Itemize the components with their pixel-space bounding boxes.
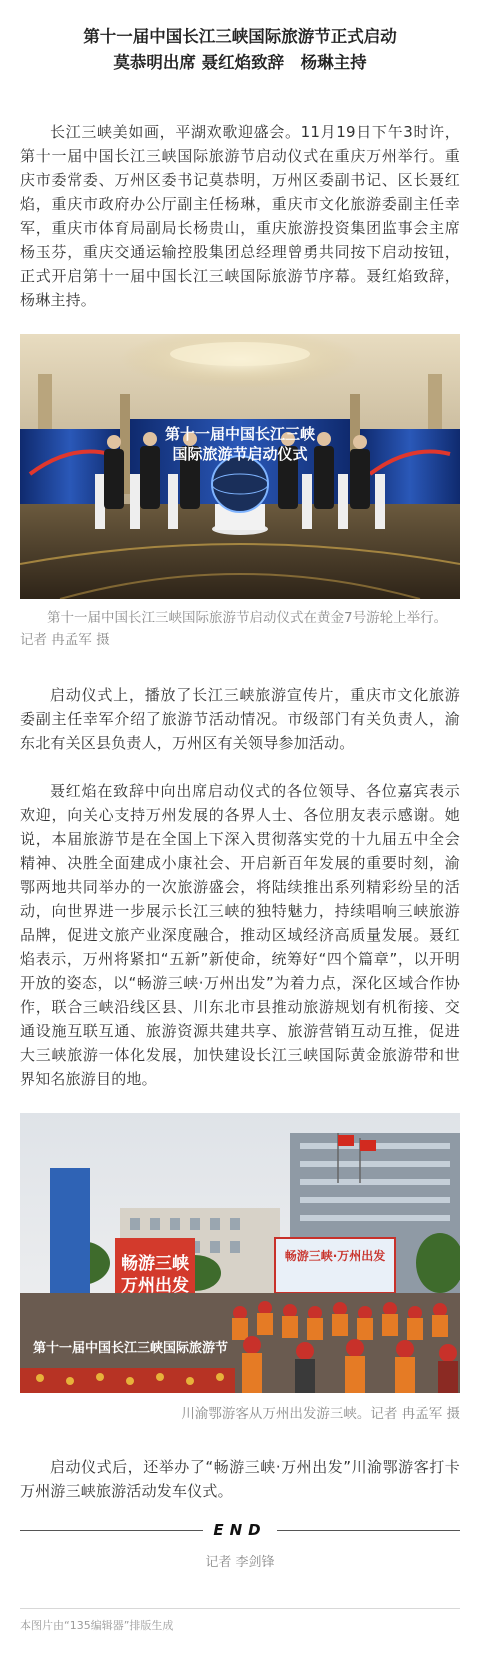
- festival-banner: 第十一届中国长江三峡国际旅游节: [32, 1341, 228, 1356]
- departure-ceremony-photo: [20, 1113, 460, 1393]
- paragraph-4: 启动仪式后，还举办了“畅游三峡·万州出发”川渝鄂游客打卡万州游三峡旅游活动发车仪式。: [20, 1458, 460, 1500]
- red-sign-text: 畅游三峡 万州出发: [121, 1254, 189, 1296]
- ceremony-screen-text: [130, 424, 350, 464]
- article-title: 第十一届中国长江三峡国际旅游节正式启动: [83, 27, 397, 46]
- title-block: [20, 0, 460, 76]
- board-text: 畅游三峡·万州出发: [284, 1249, 386, 1263]
- end-line-left: [20, 1530, 203, 1531]
- photo2-caption: 川渝鄂游客从万州出发游三峡。记者 冉孟军 摄: [181, 1406, 460, 1422]
- article-subtitle: 莫恭明出席 聂红焰致辞 杨琳主持: [113, 53, 367, 72]
- end-line-right: [277, 1530, 460, 1531]
- end-mark: END: [213, 1521, 267, 1539]
- editor-footer: 本图片由“135编辑器”排版生成: [20, 1619, 174, 1632]
- photo1-caption: 第十一届中国长江三峡国际旅游节启动仪式在黄金7号游轮上举行。记者 冉孟军 摄: [20, 610, 448, 648]
- screen-line-2: 国际旅游节启动仪式: [172, 445, 308, 463]
- screen-line-1: 第十一届中国长江三峡: [164, 425, 315, 443]
- paragraph-1: 长江三峡美如画，平湖欢歌迎盛会。11月19日下午3时许，第十一届中国长江三峡国际旅游节启动仪式在重庆万州举行。重庆市委常委、万州区委书记莫恭明，万州区委副书记、区长聂红焰，重庆市政府办公厅副主任杨琳，重庆市文化旅游委副主任幸军，重庆市体育局副局长杨贵山，重庆旅游投资集团监事会主席杨玉芬，重庆交通运输控股集团总经理曾勇共同按下启动按钮，正式开启第十一届中国长江三峡国际旅游节序幕。聂红焰致辞，杨琳主持。: [20, 123, 460, 309]
- paragraph-3: 聂红焰在致辞中向出席启动仪式的各位领导、各位嘉宾表示欢迎，向关心支持万州发展的各界人士、各位朋友表示感谢。她说，本届旅游节是在全国上下深入贯彻落实党的十九届五中全会精神、决胜全面建成小康社会、开启新百年发展的重要时刻，渝鄂两地共同举办的一次旅游盛会，将陆续推出系列精彩纷呈的活动，向世界进一步展示长江三峡的独特魅力，持续唱响三峡旅游品牌，促进文旅产业深度融合，推动区域经济高质量发展。聂红焰表示，万州将紧扣“五新”新使命，统筹好“四个篇章”，以开明开放的姿态，以“畅游三峡·万州出发”为着力点，深化区域合作协作，联合三峡沿线区县、川东北市县推动旅游规划有机衔接、交通设施互联互通、旅游资源共建共享、旅游营销互动互推，促进大三峡旅游一体化发展，加快建设长江三峡国际黄金旅游带和世界知名旅游目的地。: [20, 782, 460, 1088]
- end-divider: [20, 1521, 460, 1539]
- launch-ceremony-illustration: [20, 334, 460, 599]
- paragraph-2: 启动仪式上，播放了长江三峡旅游宣传片，重庆市文化旅游委副主任幸军介绍了旅游节活动情况。市级部门有关负责人，渝东北有关区县负责人，万州区有关领导参加活动。: [20, 686, 460, 752]
- launch-ceremony-photo: [20, 334, 460, 599]
- reporter-credit: 记者 李剑锋: [205, 1555, 275, 1570]
